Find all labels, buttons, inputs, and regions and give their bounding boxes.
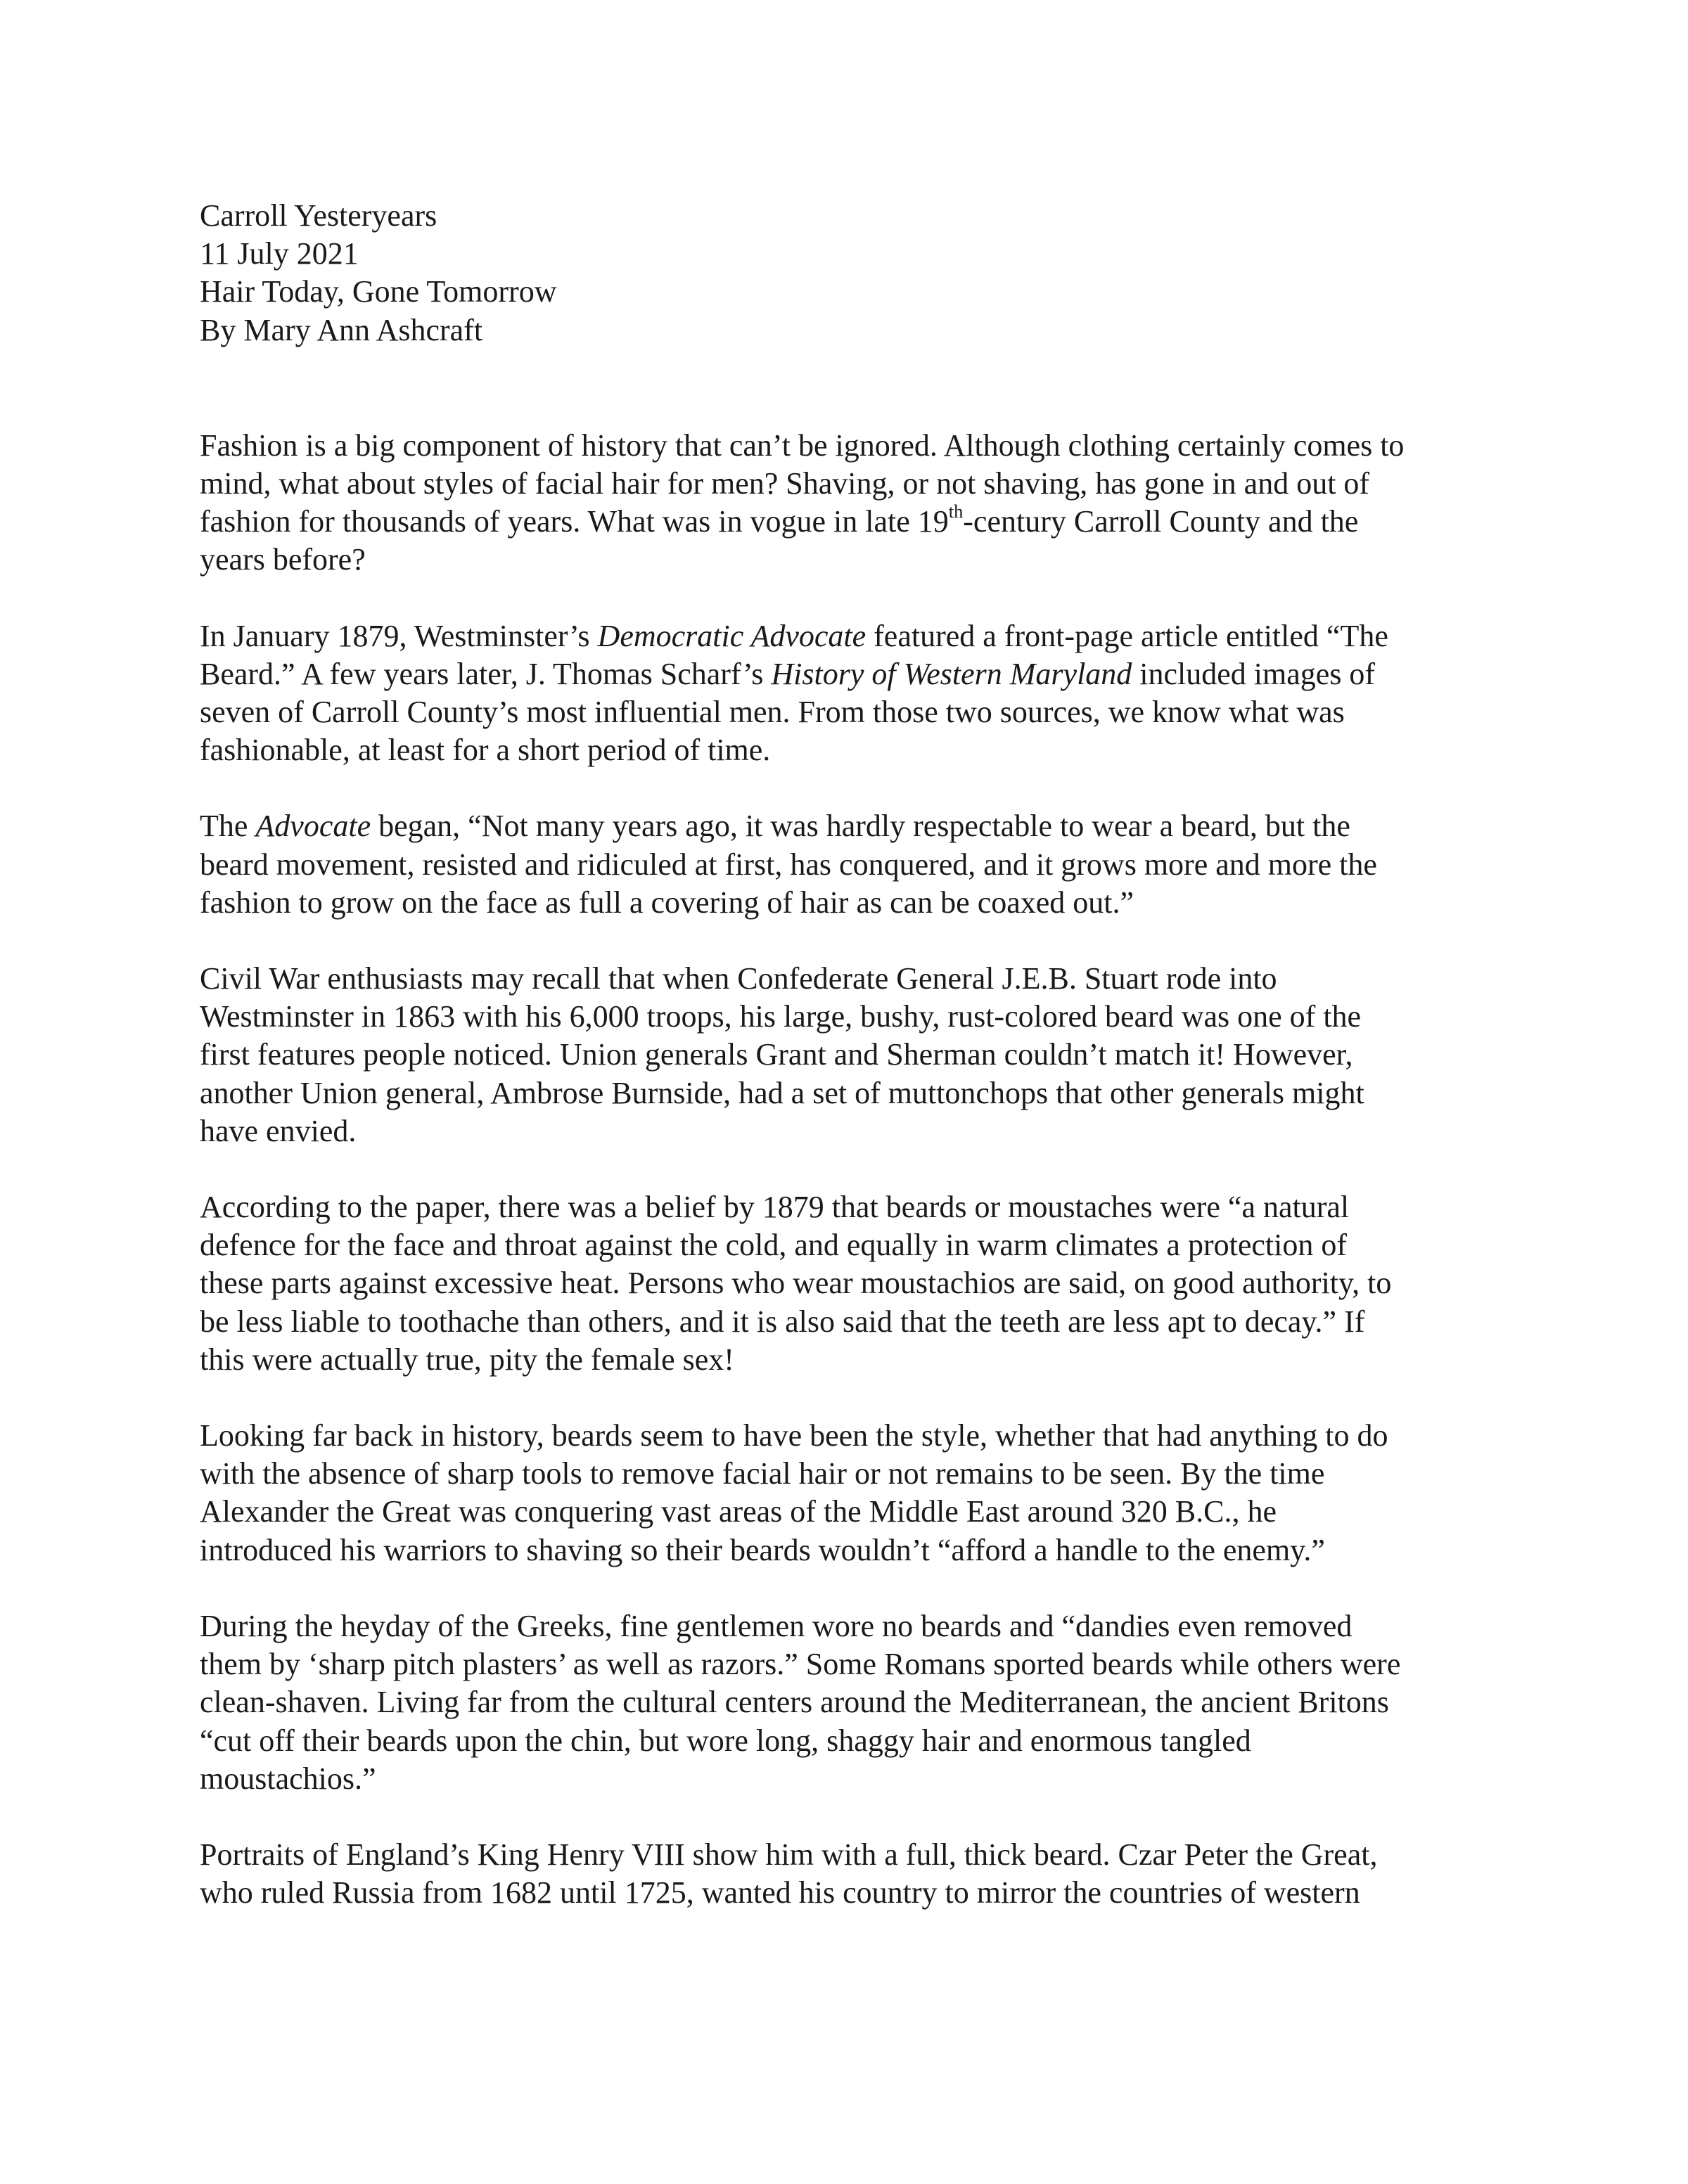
text-line: first features people noticed. Union generals Grant and Sherman couldn’t match it! However, xyxy=(200,1037,1353,1072)
paragraph-8 xyxy=(200,1836,1508,1912)
text-segment: featured a front-page article entitled “The xyxy=(866,618,1388,653)
text-line: fashionable, at least for a short period of time. xyxy=(200,733,771,768)
ordinal-superscript: th xyxy=(948,501,964,522)
publication-title: Advocate xyxy=(255,809,371,844)
text-segment: included images of xyxy=(1132,656,1376,691)
text-line: them by ‘sharp pitch plasters’ as well as razors.” Some Romans sported beards while others were xyxy=(200,1647,1401,1682)
article-header xyxy=(200,197,1508,349)
text-line: seven of Carroll County’s most influential men. From those two sources, we know what was xyxy=(200,695,1345,730)
paragraph-4 xyxy=(200,960,1508,1150)
article-title: Hair Today, Gone Tomorrow xyxy=(200,274,557,309)
text-segment: The xyxy=(200,809,256,844)
column-name: Carroll Yesteryears xyxy=(200,198,437,233)
publication-title: Democratic Advocate xyxy=(597,618,867,653)
text-line: have envied. xyxy=(200,1113,357,1148)
article-date: 11 July 2021 xyxy=(200,236,359,271)
text-line xyxy=(200,617,1508,655)
text-line xyxy=(200,655,1508,693)
paragraph-2 xyxy=(200,617,1508,770)
paragraph-7 xyxy=(200,1607,1508,1798)
text-segment: fashion for thousands of years. What was in vogue in late 19 xyxy=(200,504,949,539)
paragraph-5 xyxy=(200,1188,1508,1379)
text-line: Westminster in 1863 with his 6,000 troops, his large, bushy, rust-colored beard was one of the xyxy=(200,999,1362,1034)
text-line: years before? xyxy=(200,542,366,577)
text-line: According to the paper, there was a belief by 1879 that beards or moustaches were “a natural xyxy=(200,1190,1350,1225)
paragraph-3 xyxy=(200,807,1508,922)
text-line: Portraits of England’s King Henry VIII show him with a full, thick beard. Czar Peter the Great, xyxy=(200,1837,1378,1872)
text-line: During the heyday of the Greeks, fine gentlemen wore no beards and “dandies even removed xyxy=(200,1608,1353,1643)
text-line: these parts against excessive heat. Persons who wear moustachios are said, on good authority, to xyxy=(200,1266,1392,1301)
article-body xyxy=(200,197,1508,1950)
text-segment: Beard.” A few years later, J. Thomas Scharf’s xyxy=(200,656,772,691)
text-line: this were actually true, pity the female sex! xyxy=(200,1342,734,1377)
text-line: Civil War enthusiasts may recall that when Confederate General J.E.B. Stuart rode into xyxy=(200,961,1277,996)
article-byline: By Mary Ann Ashcraft xyxy=(200,312,483,347)
text-segment: -century Carroll County and the xyxy=(963,504,1359,539)
book-title: History of Western Maryland xyxy=(771,656,1132,691)
text-line: introduced his warriors to shaving so their beards wouldn’t “afford a handle to the enemy.” xyxy=(200,1532,1325,1567)
text-segment: In January 1879, Westminster’s xyxy=(200,618,598,653)
text-line xyxy=(200,503,1508,541)
paragraph-1 xyxy=(200,427,1508,579)
text-line: defence for the face and throat against the cold, and equally in warm climates a protection of xyxy=(200,1228,1347,1263)
text-line: “cut off their beards upon the chin, but wore long, shaggy hair and enormous tangled xyxy=(200,1723,1251,1758)
text-line: be less liable to toothache than others, and it is also said that the teeth are less apt to decay.” If xyxy=(200,1304,1365,1339)
text-line: who ruled Russia from 1682 until 1725, wanted his country to mirror the countries of western xyxy=(200,1875,1360,1910)
text-line: moustachios.” xyxy=(200,1761,376,1796)
text-line: beard movement, resisted and ridiculed at first, has conquered, and it grows more and more the xyxy=(200,847,1377,882)
text-line: another Union general, Ambrose Burnside, had a set of muttonchops that other generals might xyxy=(200,1075,1364,1110)
text-segment: began, “Not many years ago, it was hardly respectable to wear a beard, but the xyxy=(371,809,1350,844)
paragraph-6 xyxy=(200,1417,1508,1569)
text-line xyxy=(200,807,1508,845)
text-line: Looking far back in history, beards seem to have been the style, whether that had anything to do xyxy=(200,1418,1388,1453)
text-line: clean-shaven. Living far from the cultural centers around the Mediterranean, the ancient Britons xyxy=(200,1685,1389,1720)
text-line: Alexander the Great was conquering vast areas of the Middle East around 320 B.C., he xyxy=(200,1494,1277,1529)
text-line: mind, what about styles of facial hair for men? Shaving, or not shaving, has gone in and out of xyxy=(200,466,1370,501)
text-line: Fashion is a big component of history that can’t be ignored. Although clothing certainly comes to xyxy=(200,428,1405,463)
text-line: with the absence of sharp tools to remove facial hair or not remains to be seen. By the time xyxy=(200,1456,1325,1491)
text-line: fashion to grow on the face as full a covering of hair as can be coaxed out.” xyxy=(200,885,1134,920)
